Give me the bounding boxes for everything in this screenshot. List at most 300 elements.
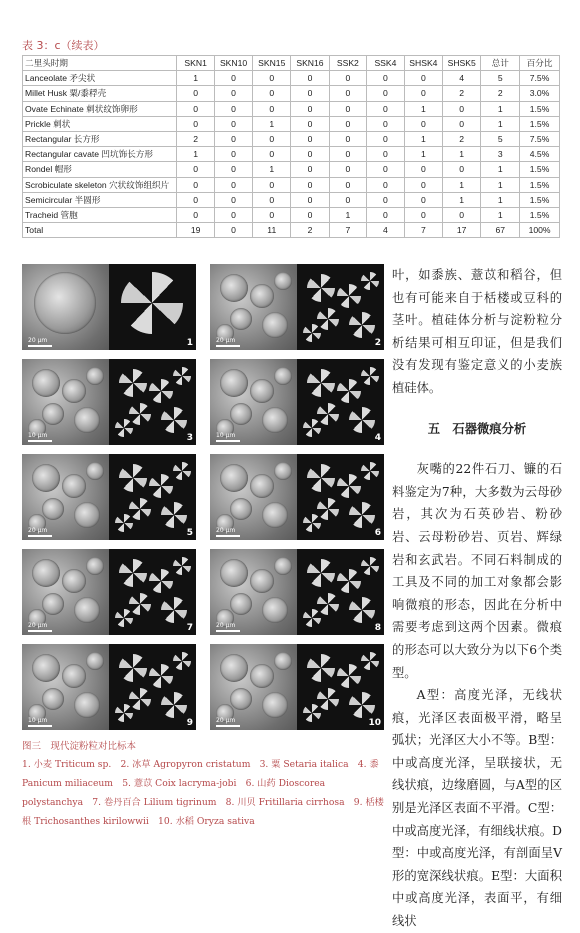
column-header: SHSK4 bbox=[404, 56, 442, 71]
table-cell: 2 bbox=[291, 223, 329, 238]
table-cell: 3.0% bbox=[520, 86, 560, 101]
table-cell: 2 bbox=[481, 86, 520, 101]
table-cell: 0 bbox=[253, 207, 291, 222]
table-cell: 2 bbox=[443, 86, 481, 101]
table-cell: 1.5% bbox=[520, 162, 560, 177]
column-header: 百分比 bbox=[520, 56, 560, 71]
table-cell: 1.5% bbox=[520, 192, 560, 207]
row-label-cell: Rectangular cavate 凹坑饰长方形 bbox=[23, 147, 177, 162]
caption-title: 图三 现代淀粉粒对比标本 bbox=[22, 741, 137, 752]
scale-bar: 20 μm bbox=[216, 337, 240, 347]
panel-number: 9 bbox=[186, 718, 193, 728]
brightfield-image bbox=[210, 264, 297, 350]
brightfield-image bbox=[210, 359, 297, 445]
polarized-image bbox=[109, 644, 196, 730]
table-title: 表 3：c（续表） bbox=[22, 39, 105, 52]
table-body bbox=[23, 71, 560, 238]
micrograph-panel bbox=[210, 644, 384, 730]
table-cell: 0 bbox=[253, 71, 291, 86]
table-cell: 7 bbox=[329, 223, 367, 238]
extinction-cross-shape bbox=[307, 464, 335, 492]
micrograph-panel bbox=[22, 264, 196, 350]
starch-grain-shape bbox=[62, 474, 86, 498]
brightfield-image bbox=[22, 549, 109, 635]
micrograph-panel bbox=[22, 454, 196, 540]
starch-grain-shape bbox=[230, 498, 252, 520]
starch-grain-shape bbox=[42, 593, 64, 615]
table-cell: 0 bbox=[253, 192, 291, 207]
paragraph-3: A型：高度光泽，无线状痕，光泽区表面极平滑，略呈弧状；光泽区大小不等。B型：中或高度光泽，呈联接状，无线状痕，边缘磨圆，与A型的区别是光泽区表面不平滑。C型：中或高度光泽，有细线状痕。D型：中或高度光泽，有剖面呈V形的宽深线状痕。E型：大面积中或高度光泽，表面平，有细线状 bbox=[392, 688, 562, 929]
extinction-cross-shape bbox=[303, 704, 321, 722]
starch-grain-shape bbox=[32, 369, 60, 397]
extinction-cross-shape bbox=[161, 692, 187, 718]
table-cell: 0 bbox=[329, 131, 367, 146]
panel-number: 4 bbox=[374, 433, 381, 443]
extinction-cross-shape bbox=[349, 692, 375, 718]
starch-grain-shape bbox=[262, 502, 288, 528]
extinction-cross-shape bbox=[161, 502, 187, 528]
table-cell: 1 bbox=[481, 177, 520, 192]
starch-grain-shape bbox=[86, 367, 104, 385]
table-cell: 1 bbox=[481, 192, 520, 207]
row-label-cell: Scrobiculate skeleton 穴状纹饰组织片 bbox=[23, 177, 177, 192]
extinction-cross-shape bbox=[317, 308, 339, 330]
extinction-cross-shape bbox=[149, 569, 173, 593]
extinction-cross-shape bbox=[303, 419, 321, 437]
table-row bbox=[23, 177, 560, 192]
table-cell: 0 bbox=[404, 162, 442, 177]
extinction-cross-shape bbox=[349, 312, 375, 338]
brightfield-image bbox=[210, 644, 297, 730]
polarized-image bbox=[297, 549, 384, 635]
scale-bar: 10 μm bbox=[216, 432, 240, 442]
table-cell: 0 bbox=[214, 162, 252, 177]
column-header: 总计 bbox=[481, 56, 520, 71]
extinction-cross-shape bbox=[303, 609, 321, 627]
table-cell: 1 bbox=[253, 116, 291, 131]
starch-grain-shape bbox=[74, 407, 100, 433]
scale-bar: 20 μm bbox=[216, 622, 240, 632]
extinction-cross-shape bbox=[307, 274, 335, 302]
table-cell: 1 bbox=[404, 131, 442, 146]
extinction-cross-shape bbox=[349, 407, 375, 433]
extinction-cross-shape bbox=[119, 464, 147, 492]
starch-grain-shape bbox=[262, 597, 288, 623]
starch-grain-shape bbox=[230, 403, 252, 425]
starch-grain-shape bbox=[250, 474, 274, 498]
table-cell: 5 bbox=[481, 131, 520, 146]
table-cell: 1 bbox=[253, 162, 291, 177]
starch-grain-shape bbox=[32, 559, 60, 587]
table-cell: 1.5% bbox=[520, 101, 560, 116]
row-label-cell: Prickle 刺状 bbox=[23, 116, 177, 131]
row-label-cell: Total bbox=[23, 223, 177, 238]
brightfield-image bbox=[22, 454, 109, 540]
table-row bbox=[23, 223, 560, 238]
table-cell: 4 bbox=[443, 71, 481, 86]
table-cell: 1 bbox=[481, 101, 520, 116]
extinction-cross-shape bbox=[119, 559, 147, 587]
starch-grain-shape bbox=[220, 654, 248, 682]
starch-grain-shape bbox=[250, 379, 274, 403]
table-cell: 0 bbox=[214, 116, 252, 131]
panel-number: 10 bbox=[368, 718, 381, 728]
table-row bbox=[23, 131, 560, 146]
table-cell: 1 bbox=[329, 207, 367, 222]
extinction-cross-shape bbox=[119, 654, 147, 682]
extinction-cross-shape bbox=[149, 664, 173, 688]
extinction-cross-shape bbox=[317, 498, 339, 520]
micrograph-panel bbox=[210, 264, 384, 350]
polarized-image bbox=[297, 264, 384, 350]
extinction-cross-shape bbox=[115, 704, 133, 722]
table-cell: 0 bbox=[253, 131, 291, 146]
brightfield-image bbox=[22, 264, 109, 350]
scale-bar: 20 μm bbox=[216, 527, 240, 537]
starch-grain-shape bbox=[32, 464, 60, 492]
starch-grain-shape bbox=[250, 664, 274, 688]
table-cell: 0 bbox=[329, 86, 367, 101]
table-cell: 0 bbox=[214, 207, 252, 222]
extinction-cross-shape bbox=[115, 514, 133, 532]
table-cell: 7 bbox=[404, 223, 442, 238]
table-cell: 0 bbox=[329, 116, 367, 131]
table-cell: 0 bbox=[291, 147, 329, 162]
extinction-cross-shape bbox=[149, 474, 173, 498]
polarized-image bbox=[297, 644, 384, 730]
extinction-cross-shape bbox=[361, 272, 379, 290]
table-cell: 0 bbox=[291, 131, 329, 146]
column-header: SKN16 bbox=[291, 56, 329, 71]
table-row bbox=[23, 101, 560, 116]
table-cell: 0 bbox=[443, 101, 481, 116]
row-label-cell: Lanceolate 矛尖状 bbox=[23, 71, 177, 86]
table-cell: 0 bbox=[214, 177, 252, 192]
panel-number: 5 bbox=[186, 528, 193, 538]
extinction-cross-shape bbox=[161, 407, 187, 433]
table-row bbox=[23, 192, 560, 207]
table-cell: 0 bbox=[253, 101, 291, 116]
table-cell: 7.5% bbox=[520, 71, 560, 86]
starch-grain-shape bbox=[250, 284, 274, 308]
micrograph-panel bbox=[22, 549, 196, 635]
table-cell: 0 bbox=[443, 207, 481, 222]
table-cell: 0 bbox=[329, 192, 367, 207]
table-cell: 0 bbox=[291, 192, 329, 207]
table-cell: 0 bbox=[253, 86, 291, 101]
table-cell: 0 bbox=[367, 71, 405, 86]
extinction-cross-shape bbox=[337, 569, 361, 593]
starch-grain-shape bbox=[230, 308, 252, 330]
extinction-cross-shape bbox=[361, 652, 379, 670]
table-cell: 0 bbox=[367, 86, 405, 101]
table-row bbox=[23, 116, 560, 131]
table-cell: 0 bbox=[291, 116, 329, 131]
table-cell: 1.5% bbox=[520, 207, 560, 222]
table-row bbox=[23, 162, 560, 177]
table-cell: 0 bbox=[367, 177, 405, 192]
table-cell: 0 bbox=[177, 86, 215, 101]
table-cell: 1 bbox=[177, 71, 215, 86]
row-label-cell: Millet Husk 粟/黍稃壳 bbox=[23, 86, 177, 101]
table-cell: 0 bbox=[329, 71, 367, 86]
micrograph-panel bbox=[210, 549, 384, 635]
table-cell: 1.5% bbox=[520, 116, 560, 131]
brightfield-image bbox=[22, 359, 109, 445]
table-cell: 0 bbox=[177, 101, 215, 116]
extinction-cross-shape bbox=[307, 559, 335, 587]
panel-number: 6 bbox=[374, 528, 381, 538]
table-cell: 3 bbox=[481, 147, 520, 162]
extinction-cross-shape bbox=[361, 367, 379, 385]
column-header: SKN10 bbox=[214, 56, 252, 71]
starch-grain-shape bbox=[230, 688, 252, 710]
brightfield-image bbox=[210, 549, 297, 635]
table-cell: 0 bbox=[177, 162, 215, 177]
table-cell: 1.5% bbox=[520, 177, 560, 192]
starch-grain-shape bbox=[274, 367, 292, 385]
polarized-image bbox=[109, 549, 196, 635]
extinction-cross-shape bbox=[317, 403, 339, 425]
table-cell: 0 bbox=[291, 86, 329, 101]
data-table bbox=[22, 55, 560, 238]
extinction-cross-shape bbox=[349, 597, 375, 623]
starch-grain-shape bbox=[86, 462, 104, 480]
row-label-cell: Rondel 帽形 bbox=[23, 162, 177, 177]
table-cell: 1 bbox=[443, 177, 481, 192]
table-cell: 0 bbox=[214, 192, 252, 207]
starch-grain-shape bbox=[62, 569, 86, 593]
table-cell: 0 bbox=[443, 116, 481, 131]
table-cell: 19 bbox=[177, 223, 215, 238]
micrograph-panel bbox=[22, 644, 196, 730]
table-cell: 0 bbox=[253, 147, 291, 162]
starch-grain-shape bbox=[274, 272, 292, 290]
table-cell: 0 bbox=[177, 116, 215, 131]
scale-bar: 20 μm bbox=[28, 527, 52, 537]
micrograph-panel bbox=[210, 359, 384, 445]
table-cell: 1 bbox=[404, 147, 442, 162]
extinction-cross-shape bbox=[129, 688, 151, 710]
extinction-cross-shape bbox=[119, 369, 147, 397]
polarized-image bbox=[297, 359, 384, 445]
column-header: SHSK5 bbox=[443, 56, 481, 71]
table-cell: 4.5% bbox=[520, 147, 560, 162]
table-cell: 0 bbox=[214, 86, 252, 101]
starch-grain-shape bbox=[250, 569, 274, 593]
table-cell: 100% bbox=[520, 223, 560, 238]
table-cell: 0 bbox=[404, 116, 442, 131]
row-label-cell: Tracheid 管胞 bbox=[23, 207, 177, 222]
table-cell: 0 bbox=[253, 177, 291, 192]
extinction-cross-shape bbox=[173, 367, 191, 385]
panel-number: 7 bbox=[186, 623, 193, 633]
scale-bar: 20 μm bbox=[28, 337, 52, 347]
table-row bbox=[23, 86, 560, 101]
table-cell: 0 bbox=[214, 147, 252, 162]
table-cell: 67 bbox=[481, 223, 520, 238]
extinction-cross-shape bbox=[149, 379, 173, 403]
table-cell: 0 bbox=[291, 71, 329, 86]
table-cell: 0 bbox=[177, 207, 215, 222]
polarized-image bbox=[297, 454, 384, 540]
starch-grain-shape bbox=[42, 403, 64, 425]
table-cell: 1 bbox=[443, 147, 481, 162]
table-cell: 0 bbox=[367, 192, 405, 207]
starch-grain-shape bbox=[274, 557, 292, 575]
section-heading: 五 石器微痕分析 bbox=[427, 420, 527, 436]
table-cell: 2 bbox=[177, 131, 215, 146]
column-header: SSK4 bbox=[367, 56, 405, 71]
table-row bbox=[23, 147, 560, 162]
brightfield-image bbox=[210, 454, 297, 540]
extinction-cross-shape bbox=[307, 369, 335, 397]
starch-grain-shape bbox=[62, 664, 86, 688]
table-cell: 0 bbox=[329, 147, 367, 162]
panel-number: 1 bbox=[186, 338, 193, 348]
table-cell: 0 bbox=[404, 207, 442, 222]
starch-grain-shape bbox=[230, 593, 252, 615]
column-header: SSK2 bbox=[329, 56, 367, 71]
starch-grain-shape bbox=[220, 369, 248, 397]
micrograph-panel bbox=[210, 454, 384, 540]
table-cell: 0 bbox=[214, 101, 252, 116]
table-cell: 0 bbox=[291, 207, 329, 222]
starch-grain-shape bbox=[220, 274, 248, 302]
extinction-cross-shape bbox=[173, 652, 191, 670]
table-row bbox=[23, 207, 560, 222]
table-cell: 0 bbox=[177, 192, 215, 207]
column-header: SKN1 bbox=[177, 56, 215, 71]
table-cell: 5 bbox=[481, 71, 520, 86]
table-cell: 11 bbox=[253, 223, 291, 238]
table-cell: 0 bbox=[214, 71, 252, 86]
row-label-cell: Ovate Echinate 刺状纹饰卵形 bbox=[23, 101, 177, 116]
table-cell: 2 bbox=[443, 131, 481, 146]
table-cell: 0 bbox=[291, 101, 329, 116]
extinction-cross-shape bbox=[337, 379, 361, 403]
column-header: SKN15 bbox=[253, 56, 291, 71]
extinction-cross-shape bbox=[161, 597, 187, 623]
extinction-cross-shape bbox=[115, 609, 133, 627]
extinction-cross-shape bbox=[337, 474, 361, 498]
starch-grain-shape bbox=[74, 597, 100, 623]
micrograph-panel bbox=[22, 359, 196, 445]
starch-grain-shape bbox=[86, 557, 104, 575]
table-cell: 17 bbox=[443, 223, 481, 238]
table-cell: 0 bbox=[404, 71, 442, 86]
starch-grain-shape bbox=[32, 654, 60, 682]
starch-grain-shape bbox=[220, 559, 248, 587]
starch-grain-shape bbox=[42, 688, 64, 710]
extinction-cross-shape bbox=[349, 502, 375, 528]
table-cell: 0 bbox=[329, 101, 367, 116]
row-label-cell: Rectangular 长方形 bbox=[23, 131, 177, 146]
table-cell: 1 bbox=[481, 162, 520, 177]
table-cell: 0 bbox=[177, 177, 215, 192]
caption-body: 1. 小麦 Triticum sp. 2. 冰草 Agropyron cristatum 3. 粟 Setaria italica 4. 黍 Panicum miliaceum 5. 薏苡 Coix lacryma-jobi 6. 山药 Dioscorea polystanchya 7. 卷丹百合 Lilium tigrinum 8. 川贝 Fritillaria cirrhosa 9. 栝楼根 Trichosanthes kirilowwii 10. 水稻 Oryza sativa bbox=[22, 759, 384, 827]
starch-grain-shape bbox=[74, 692, 100, 718]
extinction-cross-shape bbox=[307, 654, 335, 682]
starch-grain-shape bbox=[262, 692, 288, 718]
table-cell: 0 bbox=[291, 162, 329, 177]
table-cell: 1 bbox=[404, 101, 442, 116]
scale-bar: 10 μm bbox=[28, 432, 52, 442]
extinction-cross-shape bbox=[115, 419, 133, 437]
table-cell: 0 bbox=[329, 177, 367, 192]
paragraph-2: 灰嘴的22件石刀、镰的石料鉴定为7种，大多数为云母砂岩，其次为石英砂岩、粉砂岩、云母粉砂岩、页岩、辉绿岩和玄武岩。不同石料制成的工具及不同的加工对象都会影响微痕的形态，因此在分析中需要考虑到这两个因素。微痕的形态可以大致分为以下6个类型。 bbox=[392, 462, 562, 680]
polarized-image bbox=[109, 454, 196, 540]
table-cell: 0 bbox=[214, 223, 252, 238]
starch-grain-shape bbox=[274, 652, 292, 670]
table-cell: 0 bbox=[367, 162, 405, 177]
extinction-cross-shape bbox=[337, 664, 361, 688]
table-cell: 0 bbox=[404, 86, 442, 101]
figure-three bbox=[22, 264, 384, 729]
scale-bar: 20 μm bbox=[28, 622, 52, 632]
table-header-row bbox=[23, 56, 560, 71]
brightfield-image bbox=[22, 644, 109, 730]
body-text-column bbox=[392, 264, 562, 933]
table-cell: 4 bbox=[367, 223, 405, 238]
table-cell: 0 bbox=[291, 177, 329, 192]
extinction-cross-shape bbox=[173, 557, 191, 575]
extinction-cross-shape bbox=[129, 498, 151, 520]
table-cell: 1 bbox=[481, 207, 520, 222]
table-cell: 0 bbox=[367, 207, 405, 222]
figure-caption bbox=[22, 738, 384, 831]
table-cell: 0 bbox=[214, 131, 252, 146]
table-cell: 1 bbox=[443, 192, 481, 207]
extinction-cross-shape bbox=[303, 514, 321, 532]
extinction-cross-shape bbox=[361, 462, 379, 480]
starch-grain-shape bbox=[62, 379, 86, 403]
table-cell: 0 bbox=[367, 131, 405, 146]
starch-grain-shape bbox=[34, 272, 96, 334]
starch-grain-shape bbox=[262, 312, 288, 338]
extinction-cross-shape bbox=[121, 272, 183, 334]
panel-number: 2 bbox=[374, 338, 381, 348]
extinction-cross-shape bbox=[337, 284, 361, 308]
starch-grain-shape bbox=[42, 498, 64, 520]
table-row bbox=[23, 71, 560, 86]
table-cell: 0 bbox=[443, 162, 481, 177]
table-cell: 0 bbox=[329, 162, 367, 177]
panel-number: 3 bbox=[186, 433, 193, 443]
polarized-image bbox=[109, 359, 196, 445]
extinction-cross-shape bbox=[173, 462, 191, 480]
extinction-cross-shape bbox=[361, 557, 379, 575]
starch-grain-shape bbox=[74, 502, 100, 528]
extinction-cross-shape bbox=[303, 324, 321, 342]
starch-grain-shape bbox=[86, 652, 104, 670]
table-cell: 0 bbox=[367, 147, 405, 162]
extinction-cross-shape bbox=[317, 593, 339, 615]
table-cell: 0 bbox=[404, 192, 442, 207]
table-cell: 1 bbox=[177, 147, 215, 162]
paragraph-1: 叶，如黍族、薏苡和稻谷，但也有可能来自于栝楼或豆科的茎叶。植硅体分析与淀粉粒分析结果可相互印证，但是我们没有发现有鉴定意义的小麦族植硅体。 bbox=[392, 268, 562, 395]
extinction-cross-shape bbox=[129, 403, 151, 425]
scale-bar: 20 μm bbox=[216, 717, 240, 727]
extinction-cross-shape bbox=[129, 593, 151, 615]
panel-number: 8 bbox=[374, 623, 381, 633]
row-label-cell: Semicircular 半圆形 bbox=[23, 192, 177, 207]
table-cell: 7.5% bbox=[520, 131, 560, 146]
table-cell: 0 bbox=[367, 101, 405, 116]
polarized-image bbox=[109, 264, 196, 350]
starch-grain-shape bbox=[262, 407, 288, 433]
starch-grain-shape bbox=[220, 464, 248, 492]
